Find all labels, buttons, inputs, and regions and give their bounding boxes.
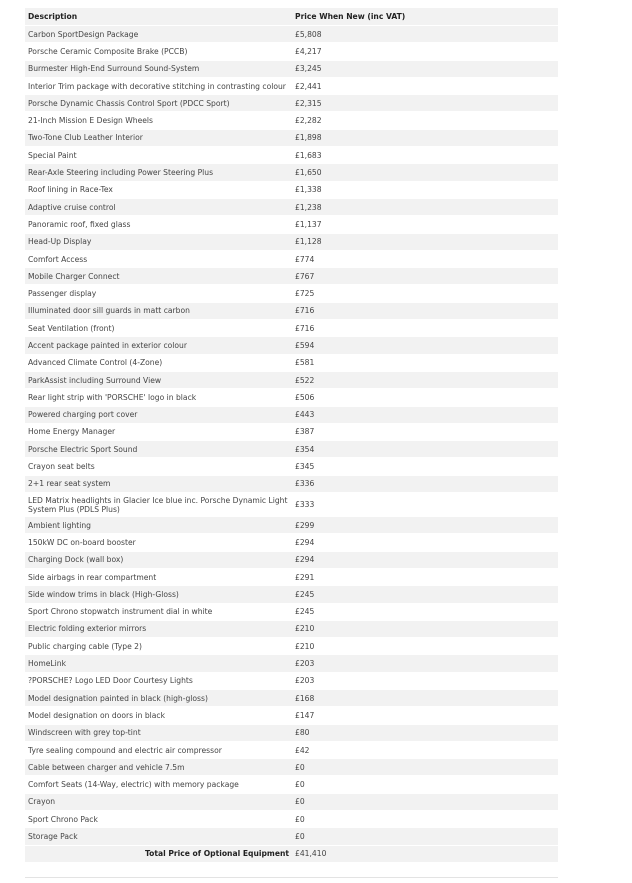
table-row <box>25 371 558 388</box>
option-price: £299 <box>292 517 558 534</box>
table-row <box>25 406 558 423</box>
table-row <box>25 551 558 568</box>
total-row <box>25 845 558 863</box>
option-description: Home Energy Manager <box>25 423 292 440</box>
table-row <box>25 129 558 146</box>
option-price: £767 <box>292 268 558 285</box>
option-description: Carbon SportDesign Package <box>25 26 292 43</box>
table-row <box>25 112 558 129</box>
option-description: ?PORSCHE? Logo LED Door Courtesy Lights <box>25 672 292 689</box>
bottom-divider <box>25 877 558 878</box>
table-row <box>25 724 558 741</box>
option-description: Adaptive cruise control <box>25 198 292 215</box>
table-row <box>25 672 558 689</box>
table-row <box>25 423 558 440</box>
table-row <box>25 216 558 233</box>
table-row <box>25 534 558 551</box>
option-description: Two-Tone Club Leather Interior <box>25 129 292 146</box>
option-price: £42 <box>292 741 558 758</box>
table-row <box>25 776 558 793</box>
option-description: Special Paint <box>25 147 292 164</box>
option-price: £291 <box>292 568 558 585</box>
option-description: Tyre sealing compound and electric air compressor <box>25 741 292 758</box>
option-description: Porsche Ceramic Composite Brake (PCCB) <box>25 43 292 60</box>
header-price: Price When New (inc VAT) <box>292 8 558 26</box>
table-row <box>25 26 558 43</box>
table-row <box>25 389 558 406</box>
option-description: Cable between charger and vehicle 7.5m <box>25 759 292 776</box>
option-price: £1,650 <box>292 164 558 181</box>
table-row <box>25 475 558 492</box>
option-description: Porsche Dynamic Chassis Control Sport (PDCC Sport) <box>25 95 292 112</box>
table-row <box>25 655 558 672</box>
option-description: Seat Ventilation (front) <box>25 320 292 337</box>
table-row <box>25 620 558 637</box>
option-description: Comfort Seats (14-Way, electric) with memory package <box>25 776 292 793</box>
table-row <box>25 741 558 758</box>
option-price: £203 <box>292 655 558 672</box>
option-price: £4,217 <box>292 43 558 60</box>
option-price: £522 <box>292 371 558 388</box>
options-table-container <box>25 8 558 863</box>
option-price: £294 <box>292 534 558 551</box>
table-row <box>25 493 558 517</box>
option-price: £2,282 <box>292 112 558 129</box>
table-row <box>25 43 558 60</box>
table-row <box>25 603 558 620</box>
option-price: £594 <box>292 337 558 354</box>
table-row <box>25 689 558 706</box>
option-description: Passenger display <box>25 285 292 302</box>
table-row <box>25 759 558 776</box>
option-price: £354 <box>292 441 558 458</box>
option-price: £2,441 <box>292 77 558 94</box>
option-price: £2,315 <box>292 95 558 112</box>
total-value: £41,410 <box>292 845 558 863</box>
option-price: £1,137 <box>292 216 558 233</box>
option-price: £1,898 <box>292 129 558 146</box>
option-price: £1,338 <box>292 181 558 198</box>
header-description: Description <box>25 8 292 26</box>
option-price: £716 <box>292 302 558 319</box>
option-price: £0 <box>292 776 558 793</box>
option-price: £147 <box>292 707 558 724</box>
option-price: £3,245 <box>292 60 558 77</box>
table-row <box>25 60 558 77</box>
option-description: Panoramic roof, fixed glass <box>25 216 292 233</box>
option-description: Charging Dock (wall box) <box>25 551 292 568</box>
table-row <box>25 337 558 354</box>
option-price: £203 <box>292 672 558 689</box>
option-description: Accent package painted in exterior colour <box>25 337 292 354</box>
option-price: £168 <box>292 689 558 706</box>
table-row <box>25 268 558 285</box>
option-description: Interior Trim package with decorative stitching in contrasting colour <box>25 77 292 94</box>
table-row <box>25 441 558 458</box>
table-row <box>25 164 558 181</box>
option-price: £774 <box>292 250 558 267</box>
option-description: Illuminated door sill guards in matt carbon <box>25 302 292 319</box>
option-description: Head-Up Display <box>25 233 292 250</box>
table-row <box>25 458 558 475</box>
table-row <box>25 354 558 371</box>
option-description: Ambient lighting <box>25 517 292 534</box>
table-row <box>25 147 558 164</box>
option-description: Electric folding exterior mirrors <box>25 620 292 637</box>
option-price: £336 <box>292 475 558 492</box>
option-description: Comfort Access <box>25 250 292 267</box>
table-row <box>25 517 558 534</box>
option-description: Windscreen with grey top-tint <box>25 724 292 741</box>
option-price: £0 <box>292 828 558 845</box>
option-description: 2+1 rear seat system <box>25 475 292 492</box>
option-description: 150kW DC on-board booster <box>25 534 292 551</box>
option-description: ParkAssist including Surround View <box>25 371 292 388</box>
option-price: £581 <box>292 354 558 371</box>
table-row <box>25 77 558 94</box>
option-description: HomeLink <box>25 655 292 672</box>
option-description: Sport Chrono Pack <box>25 811 292 828</box>
option-price: £345 <box>292 458 558 475</box>
table-row <box>25 320 558 337</box>
table-row <box>25 285 558 302</box>
option-price: £5,808 <box>292 26 558 43</box>
table-row <box>25 811 558 828</box>
option-description: Rear-Axle Steering including Power Steering Plus <box>25 164 292 181</box>
option-description: Side window trims in black (High-Gloss) <box>25 586 292 603</box>
table-row <box>25 302 558 319</box>
option-description: Side airbags in rear compartment <box>25 568 292 585</box>
table-row <box>25 198 558 215</box>
option-description: Sport Chrono stopwatch instrument dial in white <box>25 603 292 620</box>
table-row <box>25 707 558 724</box>
option-price: £0 <box>292 793 558 810</box>
option-price: £1,683 <box>292 147 558 164</box>
option-description: Powered charging port cover <box>25 406 292 423</box>
table-row <box>25 181 558 198</box>
option-price: £725 <box>292 285 558 302</box>
table-row <box>25 568 558 585</box>
option-description: Storage Pack <box>25 828 292 845</box>
option-price: £443 <box>292 406 558 423</box>
option-description: Mobile Charger Connect <box>25 268 292 285</box>
table-header-row <box>25 8 558 26</box>
option-price: £210 <box>292 638 558 655</box>
option-price: £80 <box>292 724 558 741</box>
option-description: Rear light strip with 'PORSCHE' logo in black <box>25 389 292 406</box>
option-description: Porsche Electric Sport Sound <box>25 441 292 458</box>
option-price: £1,128 <box>292 233 558 250</box>
option-price: £1,238 <box>292 198 558 215</box>
table-row <box>25 95 558 112</box>
table-row <box>25 250 558 267</box>
option-description: Roof lining in Race-Tex <box>25 181 292 198</box>
table-row <box>25 233 558 250</box>
option-price: £333 <box>292 493 558 517</box>
option-description: Burmester High-End Surround Sound-System <box>25 60 292 77</box>
table-row <box>25 793 558 810</box>
option-price: £245 <box>292 586 558 603</box>
option-description: Model designation on doors in black <box>25 707 292 724</box>
option-description: LED Matrix headlights in Glacier Ice blue inc. Porsche Dynamic Light System Plus (PDLS Plus) <box>25 493 292 517</box>
option-price: £245 <box>292 603 558 620</box>
table-body <box>25 26 558 846</box>
option-description: 21-Inch Mission E Design Wheels <box>25 112 292 129</box>
option-description: Crayon seat belts <box>25 458 292 475</box>
option-description: Model designation painted in black (high-gloss) <box>25 689 292 706</box>
total-label: Total Price of Optional Equipment <box>25 845 292 863</box>
table-row <box>25 586 558 603</box>
option-price: £506 <box>292 389 558 406</box>
option-price: £0 <box>292 811 558 828</box>
option-description: Crayon <box>25 793 292 810</box>
option-description: Advanced Climate Control (4-Zone) <box>25 354 292 371</box>
table-row <box>25 828 558 845</box>
option-description: Public charging cable (Type 2) <box>25 638 292 655</box>
option-price: £387 <box>292 423 558 440</box>
option-price: £716 <box>292 320 558 337</box>
table-row <box>25 638 558 655</box>
option-price: £210 <box>292 620 558 637</box>
optional-equipment-table <box>25 8 558 863</box>
option-price: £294 <box>292 551 558 568</box>
option-price: £0 <box>292 759 558 776</box>
